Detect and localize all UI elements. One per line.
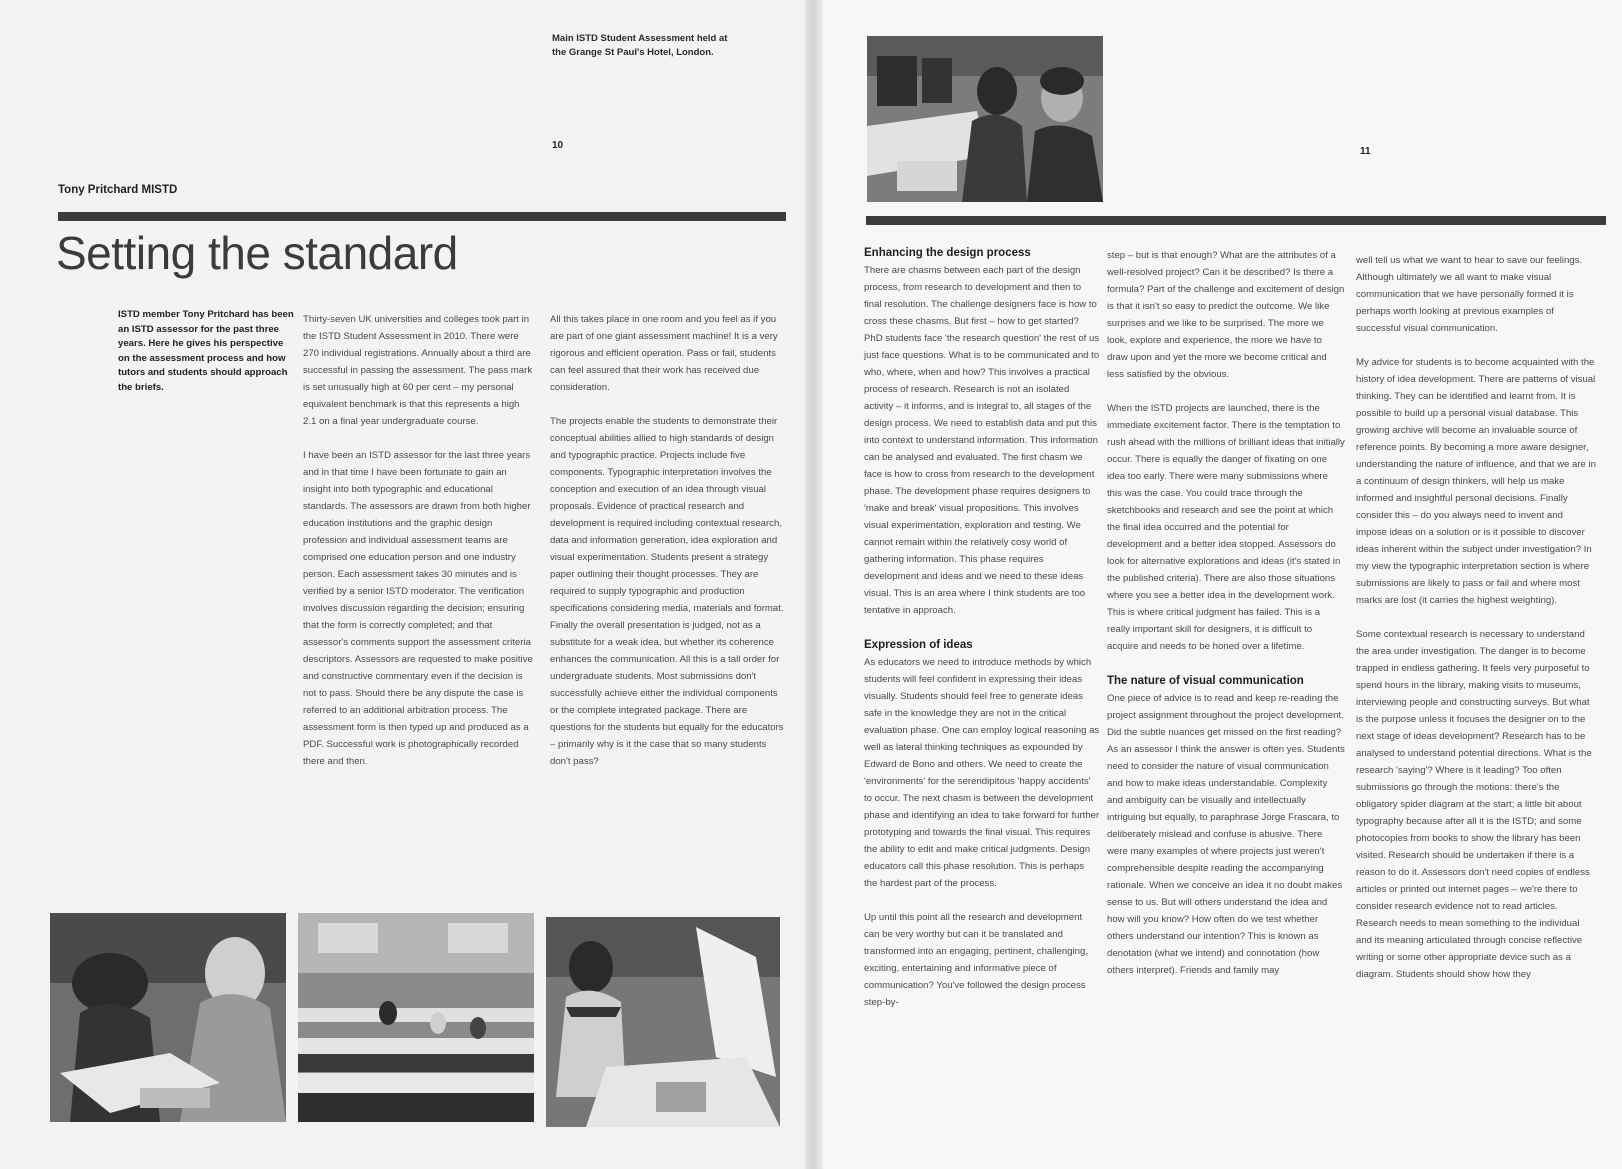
left-column-1 (303, 311, 535, 787)
article-headline: Setting the standard (56, 227, 458, 279)
standfirst: ISTD member Tony Pritchard has been an ISTD assessor for the past three years. Here he gives his perspective on the assessment process and how tutors and students should approach the briefs. (118, 309, 294, 393)
paragraph: Thirty-seven UK universities and colleges took part in the ISTD Student Assessment in 2010. There were 270 individual registrations. Annually about a third are successful in passing the assessment. The pass mark is set unusually high at 60 per cent – my personal equivalent benchmark is that this represents a high 2.1 on a final year undergraduate course. (303, 314, 533, 427)
right-column-3 (1356, 252, 1596, 1000)
paragraph: My advice for students is to become acquainted with the history of idea development. There are patterns of visual thinking. They can be identified and learnt from. It is possible to build up a personal visual database. This growing archive will become an invaluable source of reference points. By becoming a more aware designer, understanding the nature of influence, and that we are in a continuum of design thinkers, will help us make informed and insightful personal decisions. Finally consider this – do you always need to invent and impose ideas on a solution or is it possible to discover ideas inherent within the subject under investigation? In my view the typographic interpretation section is where submissions are likely to pass or fail and where most marks are lost (it carries the highest weighting). (1356, 357, 1597, 606)
left-column-2 (550, 311, 787, 787)
header-rule-right (866, 216, 1606, 225)
paragraph: I have been an ISTD assessor for the last three years and in that time I have been fortunate to gain an insight into both typographic and educational standards. The assessors are drawn from both higher education institutions and the graphic design profession and individual assessment teams are comprised one education person and one industry person. Each assessment takes 30 minutes and is verified by a senior ISTD moderator. The verification involves discussion regarding the decision; ensuring that the form is correctly completed; and that assessor's comments support the assessment criteria descriptors. Assessors are requested to make positive and constructive commentary even if the decision is not to pass. Should there be any dispute the case is referred to an additional arbitration process. The assessment form is then typed up and produced as a PDF. Successful work is photographically recorded there and then. (303, 450, 533, 767)
spread-gutter (805, 0, 823, 1169)
paragraph: There are chasms between each part of the design process, from research to development and then to final resolution. The challenge designers face is how to cross these chasms. But first – how to get started? PhD students face 'the research question' the rest of us just face questions. What is to be communicated and to who, where, when and how? This involves a practical process of research. Research is not an isolated activity – it informs, and is integral to, all stages of the design process. We need to establish data and put this into context to understand information. This information can be analysed and evaluated. The first chasm we face is how to cross from research to the development phase. The development phase requires designers to 'make and break' visual propositions. This involves visual experimentation, exploration and testing. We cannot remain within the relatively cosy world of gathering information. This phase requires development and ideas and we need to these ideas visual. This is an area where I think students are too tentative in approach. (864, 265, 1100, 616)
page-number-left: 10 (552, 140, 564, 151)
photo-students-reviewing-work (50, 913, 286, 1122)
paragraph: step – but is that enough? What are the attributes of a well-resolved project? Can it be described? Is there a formula? Part of the challenge and excitement of design is that it isn't so easy to predict the outcome. We like surprises and we like to be surprised. The more we look, explore and experience, the more we have to draw upon and yet the more we become critical and less satisfied by the obvious. (1107, 250, 1345, 380)
section-heading: Enhancing the design process (864, 247, 1031, 259)
page-number-right: 11 (1360, 146, 1371, 157)
paragraph: well tell us what we want to hear to save our feelings. Although ultimately we all want to make visual communication that we have personally formed it is perhaps worth looking at previous examples of successful visual communication. (1356, 255, 1583, 334)
paragraph: All this takes place in one room and you feel as if you are part of one giant assessment machine! It is a very rigorous and efficient operation. Pass or fail, students can feel assured that their work has received due consideration. (550, 314, 778, 393)
section-heading: Expression of ideas (864, 639, 973, 651)
photo-assessment-room (298, 913, 534, 1122)
photo-two-men-at-laptop (867, 36, 1103, 202)
right-column-1 (864, 244, 1100, 1028)
right-column-2 (1107, 247, 1345, 996)
section-heading: The nature of visual communication (1107, 675, 1304, 687)
header-rule-left (58, 212, 786, 221)
paragraph: As educators we need to introduce methods by which students will feel confident in expressing their ideas visually. Students should feel free to generate ideas safe in the knowledge they are not in the critical evaluation phase. One can employ logical reasoning as well as lateral thinking techniques as expounded by Edward de Bono and others. We need to create the 'environments' for the serendipitous 'happy accidents' to occur. The next chasm is between the development phase and identifying an idea to take forward for further prototyping and towards the final visual. This requires the ability to edit and make critical judgments. Design educators call this phase resolution. This is perhaps the hardest part of the process. (864, 657, 1100, 889)
author-byline: Tony Pritchard MISTD (58, 184, 178, 196)
paragraph: When the ISTD projects are launched, there is the immediate excitement factor. There is the temptation to rush ahead with the millions of brilliant ideas that initially occur. There is equally the danger of fixating on one idea too early. There were many submissions where this was the case. You could trace through the sketchbooks and research and see the point at which the final idea occurred and the potential for development and a better idea stopped. Assessors do look for alternative explorations and ideas (it's stated in the published criteria). There are also those situations where you see a better idea in the development work. This is where critical judgment has failed. This is a really important skill for designers, it is difficult to acquire and needs to be honed over a lifetime. (1107, 403, 1345, 652)
right-page (811, 0, 1622, 1169)
paragraph: Up until this point all the research and development can be very worthy but can it be translated and transformed into an engaging, pertinent, challenging, exciting, entertaining and informative piece of communication? You've followed the design process step-by- (864, 912, 1089, 1008)
photo-assessors-with-boards (546, 917, 780, 1127)
paragraph: The projects enable the students to demonstrate their conceptual abilities allied to high standards of design and typographic practice. Projects include five components. Typographic interpretation involves the conception and execution of an idea through visual proposals. Evidence of practical research and development is required including contextual research, data and information generation, idea exploration and visual experimentation. Students present a strategy paper outlining their thought processes. They are required to supply typographic and production specifications considering media, materials and format. Finally the overall presentation is judged, not as a substitute for a weak idea, but whether its coherence enhances the communication. All this is a tall order for undergraduate students. Most submissions don't successfully achieve either the individual components or the complete integrated package. There are questions for the students but equally for the educators – primarily why is it the case that so many students don't pass? (550, 416, 784, 767)
paragraph: One piece of advice is to read and keep re-reading the project assignment throughout the project development. Did the subtle nuances get missed on the first reading? As an assessor I think the answer is often yes. Students need to consider the nature of visual communication and how to make ideas understandable. Complexity and ambiguity can be visually and intellectually intriguing but equally, to paraphrase Jorge Frascara, to deliberately mislead and confuse is abusive. There were many examples of where projects just weren't comprehensible despite reading the accompanying rationale. When we conceive an idea it no doubt makes sense to us. But will others understand the idea and how will you know? How often do we test whether others understand our intention? This is known as denotation (what we intend) and connotation (how others interpret). Friends and family may (1107, 693, 1345, 976)
photo-caption: Main ISTD Student Assessment held at the Grange St Paul's Hotel, London. (552, 33, 728, 58)
paragraph: Some contextual research is necessary to understand the area under investigation. The danger is to become trapped in endless gathering. It feels very purposeful to spend hours in the library, making visits to museums, interviewing people and constructing surveys. But what is the purpose unless it focuses the designer on to the next stage of ideas development? Research has to be analysed to understand potential directions. What is the research 'saying'? Where is it leading? Too often submissions go through the motions: there's the obligatory spider diagram at the start; a little bit about typography because after all it is the ISTD; and some photocopies from books to show the library has been visited. Research should be undertaken if there is a reason to do it. Assessors don't need copies of endless articles or printed out internet pages – we're there to consider research evidence not to read articles. Research needs to mean something to the individual and its meaning articulated through concise reflective writing or some other appropriate device such as a diagram. Students should show how they (1356, 629, 1592, 980)
